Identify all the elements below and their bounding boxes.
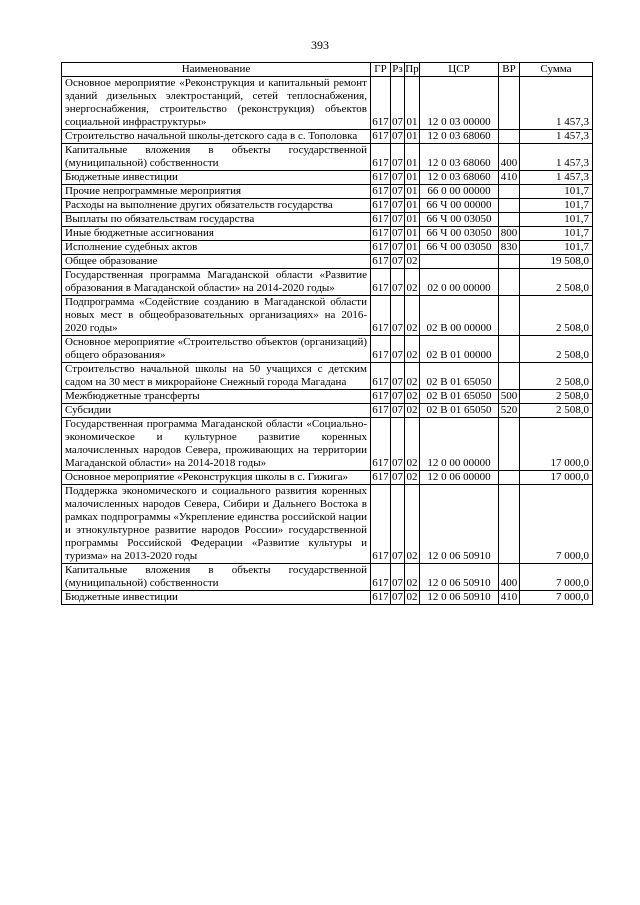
cell-name xyxy=(62,269,371,296)
row-name-text: Подпрограмма «Содействие созданию в Магаданской области новых мест в общеобразовательных организациях» на 2016-2020 годы» xyxy=(65,296,367,334)
cell-vr xyxy=(499,336,520,363)
cell-name xyxy=(62,227,371,241)
cell-pr: 01 xyxy=(406,199,418,211)
cell-sum: 7 000,0 xyxy=(520,564,593,591)
row-name-text: Основное мероприятие «Реконструкция и капитальный ремонт зданий дизельных электростанций, сетей теплоснабжения, энергоснабжения, строительство (реконструкция) объектов социальной инфраструктуры» xyxy=(65,77,367,128)
table-row xyxy=(62,418,593,471)
cell-vr xyxy=(499,418,520,471)
cell-pr: 02 xyxy=(405,363,420,390)
row-name-text: Строительство начальной школы-детского сада в с. Тополовка xyxy=(65,130,358,142)
cell-csr: 12 0 06 50910 xyxy=(420,564,499,591)
cell-csr: 12 0 06 50910 xyxy=(420,591,499,605)
cell-name xyxy=(62,296,371,336)
row-name-text: Капитальные вложения в объекты государственной (муниципальной) собственности xyxy=(65,144,367,169)
cell-pr: 01 xyxy=(405,77,420,130)
cell-gr: 617 xyxy=(371,269,391,296)
header-csr: ЦСР xyxy=(420,63,499,77)
cell-gr: 617 xyxy=(371,363,391,390)
cell-gr: 617 xyxy=(372,404,389,416)
cell-vr xyxy=(499,130,520,144)
cell-pr: 01 xyxy=(405,144,420,171)
table-header-row xyxy=(62,63,593,77)
cell-sum: 2 508,0 xyxy=(520,269,593,296)
cell-rz: 07 xyxy=(391,564,405,591)
cell-pr: 02 xyxy=(405,296,420,336)
header-sum: Сумма xyxy=(520,63,593,77)
cell-name xyxy=(62,564,371,591)
cell-pr: 01 xyxy=(406,213,418,225)
cell-name xyxy=(62,77,371,130)
cell-pr: 02 xyxy=(406,390,418,402)
cell-gr: 617 xyxy=(372,213,389,225)
header-gr: ГР xyxy=(371,63,391,77)
cell-name xyxy=(62,241,371,255)
cell-rz: 07 xyxy=(392,130,403,142)
cell-vr xyxy=(499,269,520,296)
cell-gr: 617 xyxy=(371,77,391,130)
row-name-text: Поддержка экономического и социального развития коренных малочисленных народов Севера, Сибири и Дальнего Востока в рамках подпрограммы «Укрепление единства российской нации и этнокультурное развитие народов России» государственной программы Российской Федерации «Развитие культуры и туризма» на 2013-2020 годы xyxy=(65,485,367,562)
cell-csr: 66 Ч 00 00000 xyxy=(420,199,499,213)
cell-vr xyxy=(499,185,520,199)
cell-csr: 12 0 00 00000 xyxy=(420,418,499,471)
cell-name xyxy=(62,199,371,213)
cell-vr xyxy=(499,363,520,390)
table-row xyxy=(62,404,593,418)
row-name-text: Государственная программа Магаданской области «Развитие образования в Магаданской области» на 2014-2020 годы» xyxy=(65,269,367,294)
cell-pr: 01 xyxy=(406,171,418,183)
cell-gr: 617 xyxy=(371,336,391,363)
cell-vr: 410 xyxy=(499,591,520,605)
cell-pr: 02 xyxy=(406,404,418,416)
cell-gr: 617 xyxy=(372,591,389,603)
cell-sum: 2 508,0 xyxy=(520,363,593,390)
row-name-text: Общее образование xyxy=(65,255,158,267)
row-name-text: Межбюджетные трансферты xyxy=(65,390,200,402)
budget-table xyxy=(61,62,593,605)
cell-pr: 02 xyxy=(406,591,418,603)
cell-csr: 66 Ч 00 03050 xyxy=(420,241,499,255)
cell-sum: 101,7 xyxy=(520,185,593,199)
cell-rz: 07 xyxy=(392,390,403,402)
cell-csr: 02 В 01 65050 xyxy=(420,404,499,418)
row-name-text: Расходы на выполнение других обязательств государства xyxy=(65,199,333,211)
cell-rz: 07 xyxy=(391,77,405,130)
cell-gr: 617 xyxy=(372,185,389,197)
cell-sum: 2 508,0 xyxy=(520,404,593,418)
cell-rz: 07 xyxy=(391,336,405,363)
row-name-text: Субсидии xyxy=(65,404,112,416)
cell-pr: 02 xyxy=(405,269,420,296)
table-row xyxy=(62,363,593,390)
cell-rz: 07 xyxy=(391,296,405,336)
page-number: 393 xyxy=(311,38,329,52)
cell-rz: 07 xyxy=(392,185,403,197)
cell-pr: 02 xyxy=(405,336,420,363)
cell-csr: 12 0 03 00000 xyxy=(420,77,499,130)
cell-csr: 12 0 06 50910 xyxy=(420,485,499,564)
cell-gr: 617 xyxy=(372,255,389,267)
cell-sum: 17 000,0 xyxy=(520,471,593,485)
cell-pr: 01 xyxy=(406,130,418,142)
cell-csr: 12 0 03 68060 xyxy=(420,171,499,185)
cell-vr: 520 xyxy=(499,404,520,418)
row-name-text: Капитальные вложения в объекты государственной (муниципальной) собственности xyxy=(65,564,367,589)
cell-sum: 17 000,0 xyxy=(520,418,593,471)
cell-vr xyxy=(499,485,520,564)
cell-pr: 01 xyxy=(406,241,418,253)
cell-name xyxy=(62,485,371,564)
cell-gr: 617 xyxy=(372,241,389,253)
table-row xyxy=(62,390,593,404)
cell-rz: 07 xyxy=(392,241,403,253)
cell-pr: 01 xyxy=(406,227,418,239)
cell-vr xyxy=(499,213,520,227)
cell-gr: 617 xyxy=(372,199,389,211)
cell-gr: 617 xyxy=(372,227,389,239)
cell-pr: 02 xyxy=(405,485,420,564)
cell-name xyxy=(62,185,371,199)
row-name-text: Выплаты по обязательствам государства xyxy=(65,213,255,225)
row-name-text: Исполнение судебных актов xyxy=(65,241,198,253)
cell-gr: 617 xyxy=(371,564,391,591)
cell-rz: 07 xyxy=(391,144,405,171)
table-row xyxy=(62,144,593,171)
cell-rz: 07 xyxy=(391,363,405,390)
cell-name xyxy=(62,130,371,144)
header-pr: Пр xyxy=(405,63,419,75)
cell-sum: 101,7 xyxy=(520,213,593,227)
cell-rz: 07 xyxy=(391,269,405,296)
cell-rz: 07 xyxy=(392,213,403,225)
cell-csr: 66 0 00 00000 xyxy=(420,185,499,199)
cell-vr: 830 xyxy=(499,241,520,255)
cell-csr: 02 В 00 00000 xyxy=(420,296,499,336)
cell-vr xyxy=(499,296,520,336)
table-row xyxy=(62,564,593,591)
row-name-text: Бюджетные инвестиции xyxy=(65,591,178,603)
cell-pr: 02 xyxy=(406,255,418,267)
cell-vr: 410 xyxy=(499,171,520,185)
cell-name xyxy=(62,171,371,185)
table-row xyxy=(62,591,593,605)
header-rz: Рз xyxy=(392,63,403,75)
cell-sum: 1 457,3 xyxy=(520,171,593,185)
cell-sum: 1 457,3 xyxy=(520,77,593,130)
cell-sum: 101,7 xyxy=(520,241,593,255)
table-row xyxy=(62,185,593,199)
cell-name xyxy=(62,363,371,390)
table-row xyxy=(62,227,593,241)
cell-pr: 01 xyxy=(406,185,418,197)
cell-name xyxy=(62,144,371,171)
row-name-text: Государственная программа Магаданской области «Социально-экономическое и культурное развитие коренных малочисленных народов Севера, проживающих на территории Магаданской области» на 2014-2018 годы» xyxy=(65,418,367,469)
cell-rz: 07 xyxy=(391,485,405,564)
cell-sum: 7 000,0 xyxy=(520,591,593,605)
cell-name xyxy=(62,404,371,418)
cell-pr: 02 xyxy=(405,418,420,471)
table-row xyxy=(62,130,593,144)
cell-csr: 12 0 03 68060 xyxy=(420,130,499,144)
table-body xyxy=(62,77,593,605)
row-name-text: Прочие непрограммные мероприятия xyxy=(65,185,242,197)
cell-sum: 1 457,3 xyxy=(520,130,593,144)
cell-sum: 2 508,0 xyxy=(520,390,593,404)
cell-name xyxy=(62,213,371,227)
table-row xyxy=(62,77,593,130)
cell-vr: 400 xyxy=(499,144,520,171)
cell-csr: 12 0 06 00000 xyxy=(420,471,499,485)
cell-vr xyxy=(499,471,520,485)
header-name: Наименование xyxy=(62,63,371,77)
cell-vr xyxy=(499,255,520,269)
table-row xyxy=(62,213,593,227)
cell-rz: 07 xyxy=(392,227,403,239)
cell-sum: 2 508,0 xyxy=(520,336,593,363)
cell-name xyxy=(62,255,371,269)
cell-vr: 400 xyxy=(499,564,520,591)
cell-sum: 1 457,3 xyxy=(520,144,593,171)
cell-pr: 02 xyxy=(405,564,420,591)
table-row xyxy=(62,199,593,213)
row-name-text: Иные бюджетные ассигнования xyxy=(65,227,214,239)
table-row xyxy=(62,241,593,255)
header-vr: ВР xyxy=(499,63,520,77)
cell-name xyxy=(62,390,371,404)
cell-sum: 19 508,0 xyxy=(520,255,593,269)
cell-name xyxy=(62,591,371,605)
cell-gr: 617 xyxy=(372,471,389,483)
cell-vr xyxy=(499,199,520,213)
cell-csr: 02 0 00 00000 xyxy=(420,269,499,296)
table-row xyxy=(62,255,593,269)
table-row xyxy=(62,269,593,296)
cell-csr: 66 Ч 00 03050 xyxy=(420,227,499,241)
cell-name xyxy=(62,471,371,485)
cell-csr: 66 Ч 00 03050 xyxy=(420,213,499,227)
cell-rz: 07 xyxy=(392,171,403,183)
table-row xyxy=(62,296,593,336)
cell-name xyxy=(62,418,371,471)
cell-vr: 500 xyxy=(499,390,520,404)
cell-sum: 7 000,0 xyxy=(520,485,593,564)
row-name-text: Основное мероприятие «Реконструкция школы в с. Гижига» xyxy=(65,471,348,483)
cell-vr xyxy=(499,77,520,130)
cell-vr: 800 xyxy=(499,227,520,241)
cell-csr xyxy=(420,255,499,269)
row-name-text: Основное мероприятие «Строительство объектов (организаций) общего образования» xyxy=(65,336,367,361)
table-row xyxy=(62,171,593,185)
cell-csr: 02 В 01 65050 xyxy=(420,363,499,390)
cell-gr: 617 xyxy=(371,418,391,471)
cell-csr: 02 В 01 00000 xyxy=(420,336,499,363)
cell-gr: 617 xyxy=(371,144,391,171)
cell-gr: 617 xyxy=(371,296,391,336)
cell-gr: 617 xyxy=(372,390,389,402)
cell-rz: 07 xyxy=(392,471,403,483)
table-row xyxy=(62,471,593,485)
cell-gr: 617 xyxy=(372,130,389,142)
cell-sum: 2 508,0 xyxy=(520,296,593,336)
table-row xyxy=(62,485,593,564)
cell-sum: 101,7 xyxy=(520,227,593,241)
row-name-text: Бюджетные инвестиции xyxy=(65,171,178,183)
cell-gr: 617 xyxy=(372,171,389,183)
cell-csr: 12 0 03 68060 xyxy=(420,144,499,171)
cell-name xyxy=(62,336,371,363)
table-row xyxy=(62,336,593,363)
cell-rz: 07 xyxy=(391,418,405,471)
cell-gr: 617 xyxy=(371,485,391,564)
cell-rz: 07 xyxy=(392,199,403,211)
row-name-text: Строительство начальной школы на 50 учащихся с детским садом на 30 мест в микрорайоне Снежный города Магадана xyxy=(65,363,367,388)
cell-rz: 07 xyxy=(392,255,403,267)
cell-csr: 02 В 01 65050 xyxy=(420,390,499,404)
cell-rz: 07 xyxy=(392,591,403,603)
cell-sum: 101,7 xyxy=(520,199,593,213)
cell-pr: 02 xyxy=(406,471,418,483)
cell-rz: 07 xyxy=(392,404,403,416)
